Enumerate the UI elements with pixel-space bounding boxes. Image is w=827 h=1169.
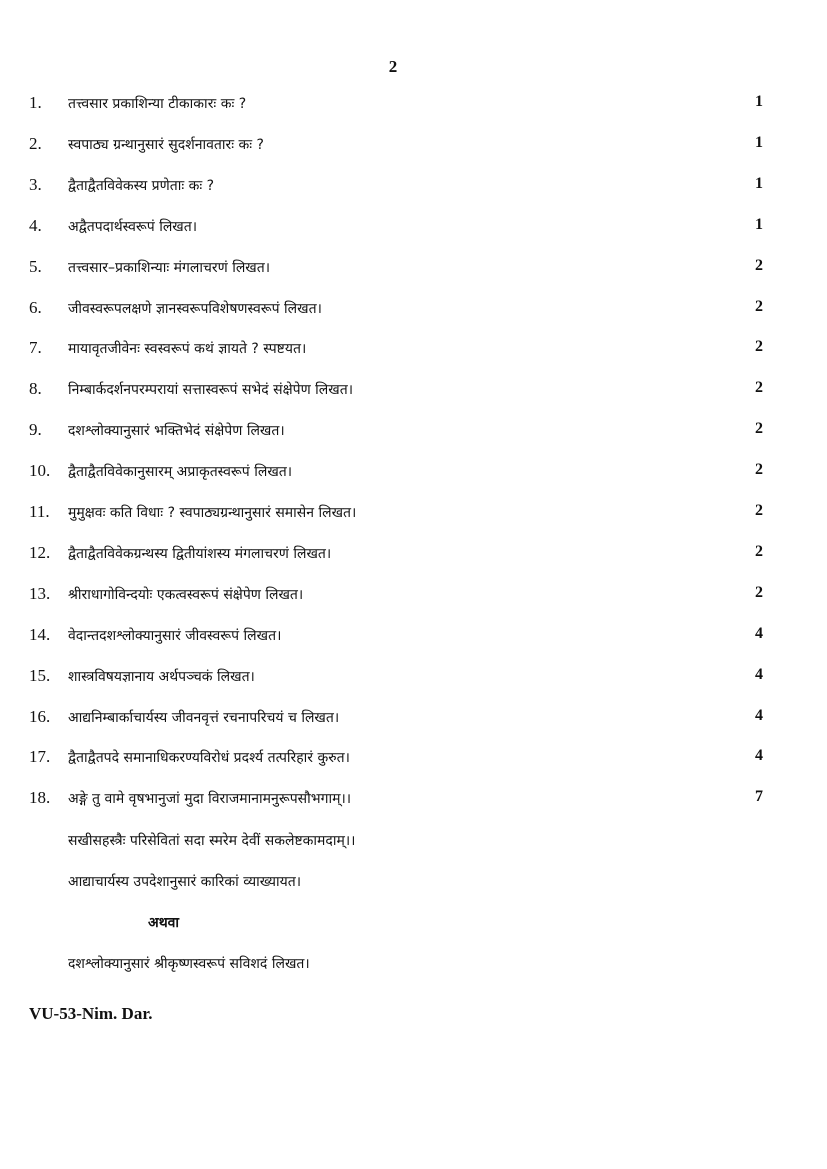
question-text: दशश्लोक्यानुसारं भक्तिभेदं संक्षेपेण लिखत। — [68, 423, 285, 439]
question-text: वेदान्तदशश्लोक्यानुसारं जीवस्वरूपं लिखत। — [68, 628, 282, 644]
question-number: 12. — [29, 543, 51, 562]
question-row — [29, 93, 769, 117]
question-marks: 7 — [755, 788, 763, 805]
question-number: 11. — [29, 502, 50, 521]
question-marks: 1 — [755, 93, 763, 110]
question-marks: 2 — [755, 257, 763, 274]
question-row — [29, 584, 769, 608]
question-row — [29, 747, 769, 771]
question-row — [29, 788, 769, 812]
question-row — [29, 338, 769, 362]
q18-instruction: आद्याचार्यस्य उपदेशानुसारं कारिकां व्याख्यायत। — [68, 874, 302, 890]
question-number: 17. — [29, 747, 51, 766]
page-number: 2 — [388, 57, 398, 76]
question-number: 10. — [29, 461, 51, 480]
question-row — [29, 625, 769, 649]
question-marks: 2 — [755, 298, 763, 315]
question-text: तत्त्वसार प्रकाशिन्या टीकाकारः कः ? — [68, 96, 247, 112]
question-row — [29, 216, 769, 240]
question-number: 9. — [29, 420, 42, 439]
question-marks: 2 — [755, 379, 763, 396]
question-row — [29, 461, 769, 485]
question-row — [29, 175, 769, 199]
question-marks: 1 — [755, 216, 763, 233]
question-marks: 4 — [755, 625, 763, 642]
question-text: द्वैताद्वैतविवेकानुसारम् अप्राकृतस्वरूपं लिखत। — [68, 464, 293, 480]
question-marks: 1 — [755, 134, 763, 151]
question-text: द्वैताद्वैतविवेकस्य प्रणेताः कः ? — [68, 178, 215, 194]
question-marks: 2 — [755, 543, 763, 560]
question-number: 16. — [29, 707, 51, 726]
question-text: मायावृतजीवेनः स्वस्वरूपं कथं ज्ञायते ? स्पष्टयत। — [68, 341, 307, 357]
question-marks: 4 — [755, 747, 763, 764]
question-marks: 2 — [755, 502, 763, 519]
question-row — [29, 502, 769, 526]
question-number: 7. — [29, 338, 42, 357]
question-text: तत्त्वसार–प्रकाशिन्याः मंगलाचरणं लिखत। — [68, 260, 271, 276]
question-number: 15. — [29, 666, 51, 685]
question-marks: 2 — [755, 338, 763, 355]
question-row — [29, 666, 769, 690]
question-marks: 2 — [755, 420, 763, 437]
question-text: आद्यनिम्बार्काचार्यस्य जीवनवृत्तं रचनापरिचयं च लिखत। — [68, 710, 340, 726]
question-marks: 4 — [755, 666, 763, 683]
question-row — [29, 134, 769, 158]
question-number: 3. — [29, 175, 42, 194]
question-text: शास्त्रविषयज्ञानाय अर्थपञ्चकं लिखत। — [68, 669, 255, 685]
question-number: 6. — [29, 298, 42, 317]
question-text: अङ्गे तु वामे वृषभानुजां मुदा विराजमानामनुरूपसौभगाम्।। — [68, 791, 352, 807]
question-number: 14. — [29, 625, 51, 644]
question-row — [29, 298, 769, 322]
question-text: जीवस्वरूपलक्षणे ज्ञानस्वरूपविशेषणस्वरूपं लिखत। — [68, 301, 322, 317]
question-row — [29, 379, 769, 403]
question-text: मुमुक्षवः कति विधाः ? स्वपाठ्यग्रन्थानुसारं समासेन लिखत। — [68, 505, 357, 521]
question-number: 18. — [29, 788, 51, 807]
question-text: स्वपाठ्य ग्रन्थानुसारं सुदर्शनावतारः कः ? — [68, 137, 264, 153]
q18-verse-line-2: सखीसहस्त्रैः परिसेवितां सदा स्मरेम देवीं सकलेष्टकामदाम्।। — [68, 833, 356, 849]
question-text: निम्बार्कदर्शनपरम्परायां सत्तास्वरूपं सभेदं संक्षेपेण लिखत। — [68, 382, 354, 398]
question-marks: 2 — [755, 584, 763, 601]
question-number: 8. — [29, 379, 42, 398]
question-number: 2. — [29, 134, 42, 153]
question-text: द्वैताद्वैतविवेकग्रन्थस्य द्वितीयांशस्य मंगलाचरणं लिखत। — [68, 546, 332, 562]
question-row — [29, 543, 769, 567]
alternative-question: दशश्लोक्यानुसारं श्रीकृष्णस्वरूपं सविशदं लिखत। — [68, 956, 310, 972]
question-number: 13. — [29, 584, 51, 603]
question-text: श्रीराधागोविन्दयोः एकत्वस्वरूपं संक्षेपेण लिखत। — [68, 587, 304, 603]
question-marks: 4 — [755, 707, 763, 724]
footer-code: VU-53-Nim. Dar. — [29, 1004, 153, 1023]
question-marks: 2 — [755, 461, 763, 478]
question-text: द्वैताद्वैतपदे समानाधिकरण्यविरोधं प्रदर्श्य तत्परिहारं कुरुत। — [68, 750, 350, 766]
question-text: अद्वैतपदार्थस्वरूपं लिखत। — [68, 219, 198, 235]
question-number: 5. — [29, 257, 42, 276]
question-row — [29, 257, 769, 281]
question-number: 4. — [29, 216, 42, 235]
question-marks: 1 — [755, 175, 763, 192]
question-row — [29, 707, 769, 731]
athava-label: अथवा — [148, 915, 180, 931]
question-number: 1. — [29, 93, 42, 112]
question-row — [29, 420, 769, 444]
